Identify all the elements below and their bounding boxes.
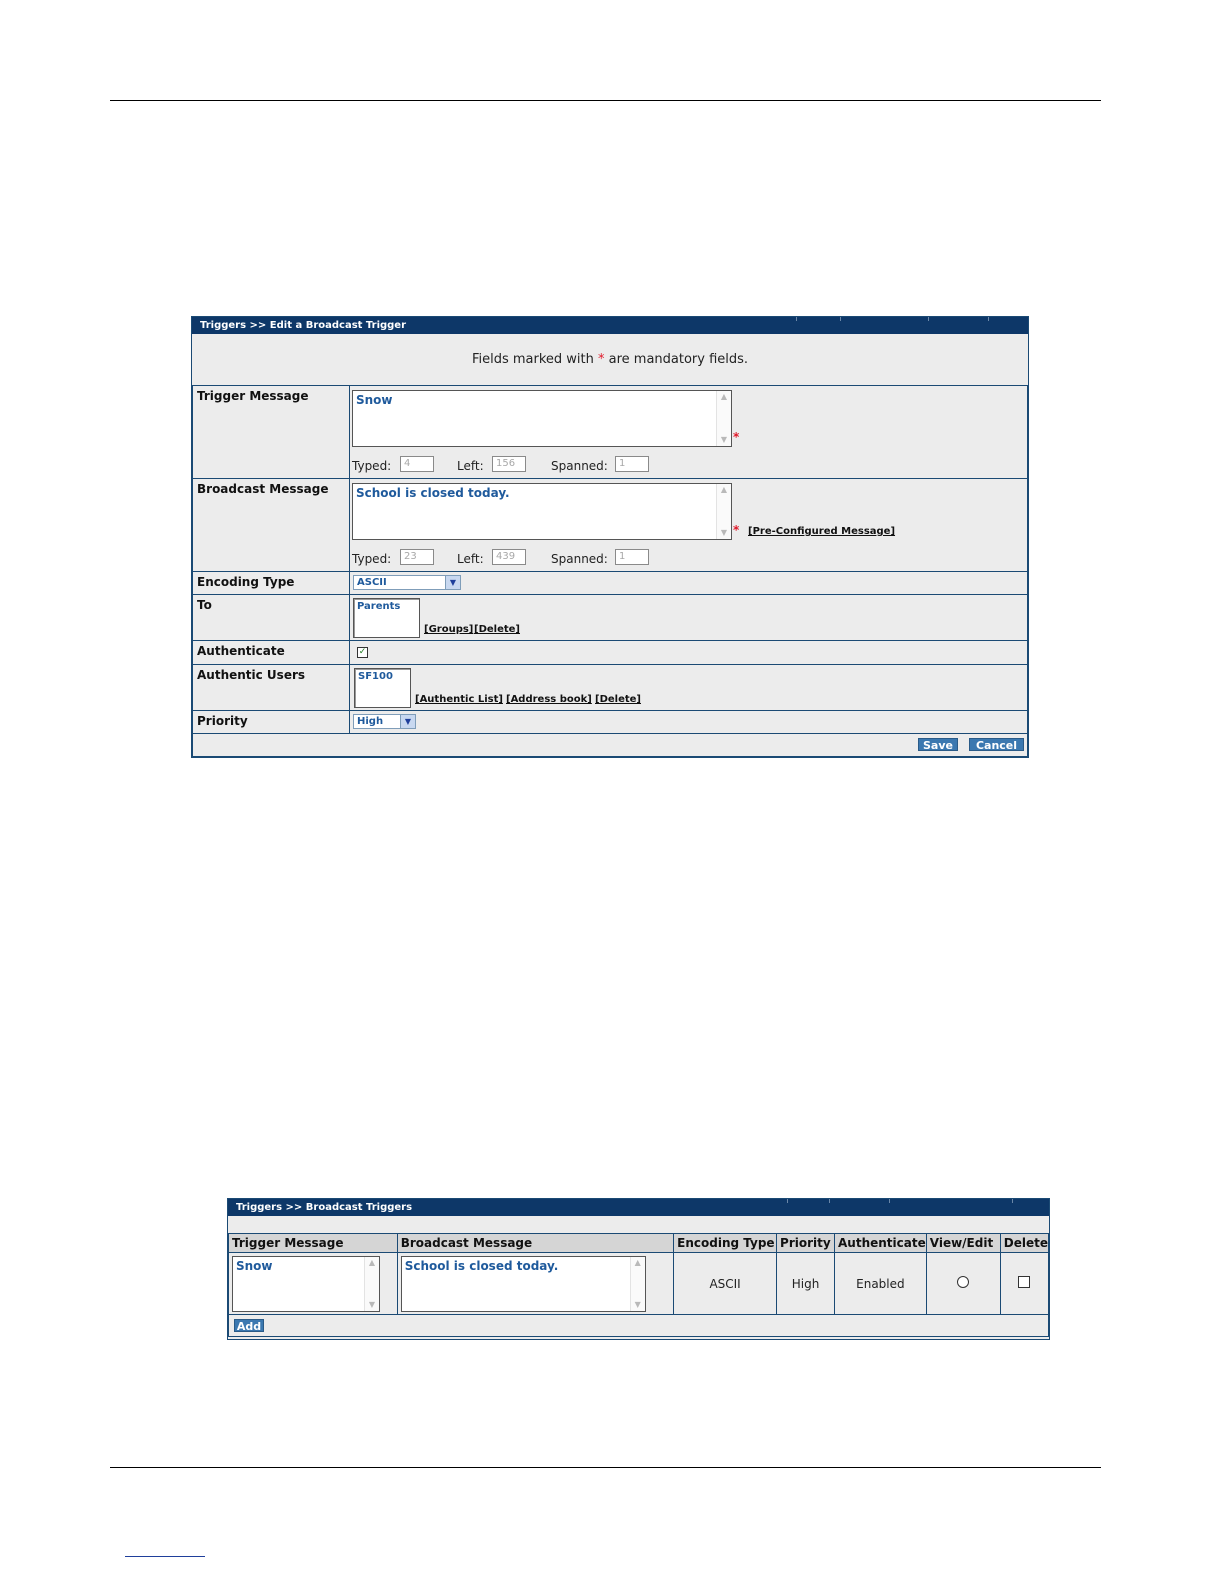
footer-link-underline[interactable]	[125, 1556, 205, 1557]
mandatory-note: Fields marked with * are mandatory fields.	[471, 352, 749, 367]
edit-trigger-panel	[191, 316, 1029, 758]
preconfigured-message-link[interactable]: [Pre-Configured Message]	[748, 526, 896, 537]
required-star: *	[598, 352, 605, 367]
required-star: *	[733, 430, 740, 444]
required-star: *	[733, 523, 740, 537]
textarea-scrollbar[interactable]	[364, 1257, 379, 1311]
left-label: Left:	[457, 552, 484, 566]
top-rule	[110, 100, 1101, 101]
column-header: Delete	[1000, 1234, 1048, 1253]
authenticate-label: Authenticate	[193, 641, 350, 665]
column-header: Encoding Type	[674, 1234, 777, 1253]
scroll-up-icon[interactable]: ▲	[634, 1258, 641, 1267]
textarea-scrollbar[interactable]	[716, 484, 731, 539]
authentic-user-item[interactable]: SF100	[358, 671, 393, 682]
header-ticks	[769, 1199, 1049, 1203]
scroll-up-icon[interactable]: ▲	[720, 485, 728, 494]
scroll-down-icon[interactable]: ▼	[720, 435, 728, 444]
typed-label: Typed:	[352, 459, 392, 473]
broadcast-message-label: Broadcast Message	[193, 479, 350, 572]
broadcast-message-cell	[350, 479, 1028, 572]
trigger-message-textarea[interactable]: Snow ▲ ▼	[232, 1256, 380, 1312]
table-row	[229, 1253, 1049, 1315]
column-header: Trigger Message	[229, 1234, 398, 1253]
address-book-link[interactable]: [Address book]	[506, 694, 592, 705]
scroll-down-icon[interactable]: ▼	[368, 1300, 376, 1309]
spanned-count: 1	[615, 456, 649, 472]
scroll-up-icon[interactable]: ▲	[720, 392, 728, 401]
encoding-type-label: Encoding Type	[193, 572, 350, 595]
to-label: To	[193, 595, 350, 641]
broadcast-triggers-panel	[227, 1198, 1050, 1340]
add-cell	[229, 1315, 1049, 1337]
form-actions-row	[193, 734, 1028, 757]
view-edit-cell	[926, 1253, 1000, 1315]
authenticate-checkbox[interactable]	[357, 647, 368, 658]
trigger-message-cell	[229, 1253, 398, 1315]
broadcast-message-cell	[397, 1253, 673, 1315]
priority-cell	[350, 711, 1028, 734]
authentic-users-cell	[350, 665, 1028, 711]
left-label: Left:	[457, 459, 484, 473]
priority-select[interactable]: High ▼	[353, 714, 416, 729]
spanned-label: Spanned:	[551, 459, 608, 473]
authentic-users-label: Authentic Users	[193, 665, 350, 711]
textarea-scrollbar[interactable]	[630, 1257, 645, 1311]
encoding-type-select[interactable]: ASCII ▼	[353, 575, 461, 590]
left-count: 156	[492, 456, 526, 472]
encoding-type-cell: ASCII	[674, 1253, 777, 1315]
edit-panel-header	[192, 317, 1028, 334]
list-panel-header	[228, 1199, 1049, 1216]
bottom-rule	[110, 1467, 1101, 1468]
delete-checkbox[interactable]	[1018, 1276, 1030, 1288]
column-header: Broadcast Message	[397, 1234, 673, 1253]
view-edit-radio[interactable]	[957, 1276, 969, 1288]
left-count: 439	[492, 549, 526, 565]
to-cell	[350, 595, 1028, 641]
recipient-item[interactable]: Parents	[357, 601, 401, 612]
trigger-message-label: Trigger Message	[193, 386, 350, 479]
authenticate-cell: Enabled	[835, 1253, 927, 1315]
cancel-button[interactable]: Cancel	[969, 738, 1024, 751]
column-header: Authenticate	[835, 1234, 927, 1253]
trigger-message-cell	[350, 386, 1028, 479]
delete-cell	[1000, 1253, 1048, 1315]
encoding-type-cell	[350, 572, 1028, 595]
column-header: View/Edit	[926, 1234, 1000, 1253]
delete-user-link[interactable]: [Delete]	[595, 694, 641, 705]
chevron-down-icon[interactable]: ▼	[445, 576, 460, 589]
trigger-message-textarea[interactable]: Snow ▲ ▼	[352, 390, 732, 447]
scroll-down-icon[interactable]: ▼	[720, 528, 728, 537]
header-ticks	[748, 317, 1028, 321]
priority-cell: High	[777, 1253, 835, 1315]
authenticate-cell	[350, 641, 1028, 665]
save-button[interactable]: Save	[918, 738, 958, 751]
recipients-listbox[interactable]	[353, 598, 420, 638]
add-button[interactable]: Add	[234, 1319, 264, 1332]
breadcrumb: Triggers >> Broadcast Triggers	[236, 1202, 413, 1213]
column-header: Priority	[777, 1234, 835, 1253]
typed-label: Typed:	[352, 552, 392, 566]
scroll-down-icon[interactable]: ▼	[634, 1300, 641, 1309]
groups-link[interactable]: [Groups]	[424, 624, 474, 635]
table-header-row	[229, 1234, 1049, 1253]
spanned-label: Spanned:	[551, 552, 608, 566]
typed-count: 23	[400, 549, 434, 565]
broadcast-message-textarea[interactable]: School is closed today. ▲ ▼	[401, 1256, 646, 1312]
broadcast-triggers-table	[228, 1233, 1049, 1337]
delete-recipient-link[interactable]: [Delete]	[474, 624, 520, 635]
table-footer-row	[229, 1315, 1049, 1337]
broadcast-message-textarea[interactable]: School is closed today. ▲ ▼	[352, 483, 732, 540]
authentic-users-listbox[interactable]	[354, 668, 411, 708]
priority-label: Priority	[193, 711, 350, 734]
breadcrumb: Triggers >> Edit a Broadcast Trigger	[200, 320, 407, 331]
chevron-down-icon[interactable]: ▼	[400, 715, 415, 728]
spanned-count: 1	[615, 549, 649, 565]
scroll-up-icon[interactable]: ▲	[368, 1258, 376, 1267]
textarea-scrollbar[interactable]	[716, 391, 731, 446]
typed-count: 4	[400, 456, 434, 472]
authentic-list-link[interactable]: [Authentic List]	[415, 694, 503, 705]
check-icon: ✓	[358, 647, 367, 657]
edit-form-table	[192, 385, 1028, 757]
